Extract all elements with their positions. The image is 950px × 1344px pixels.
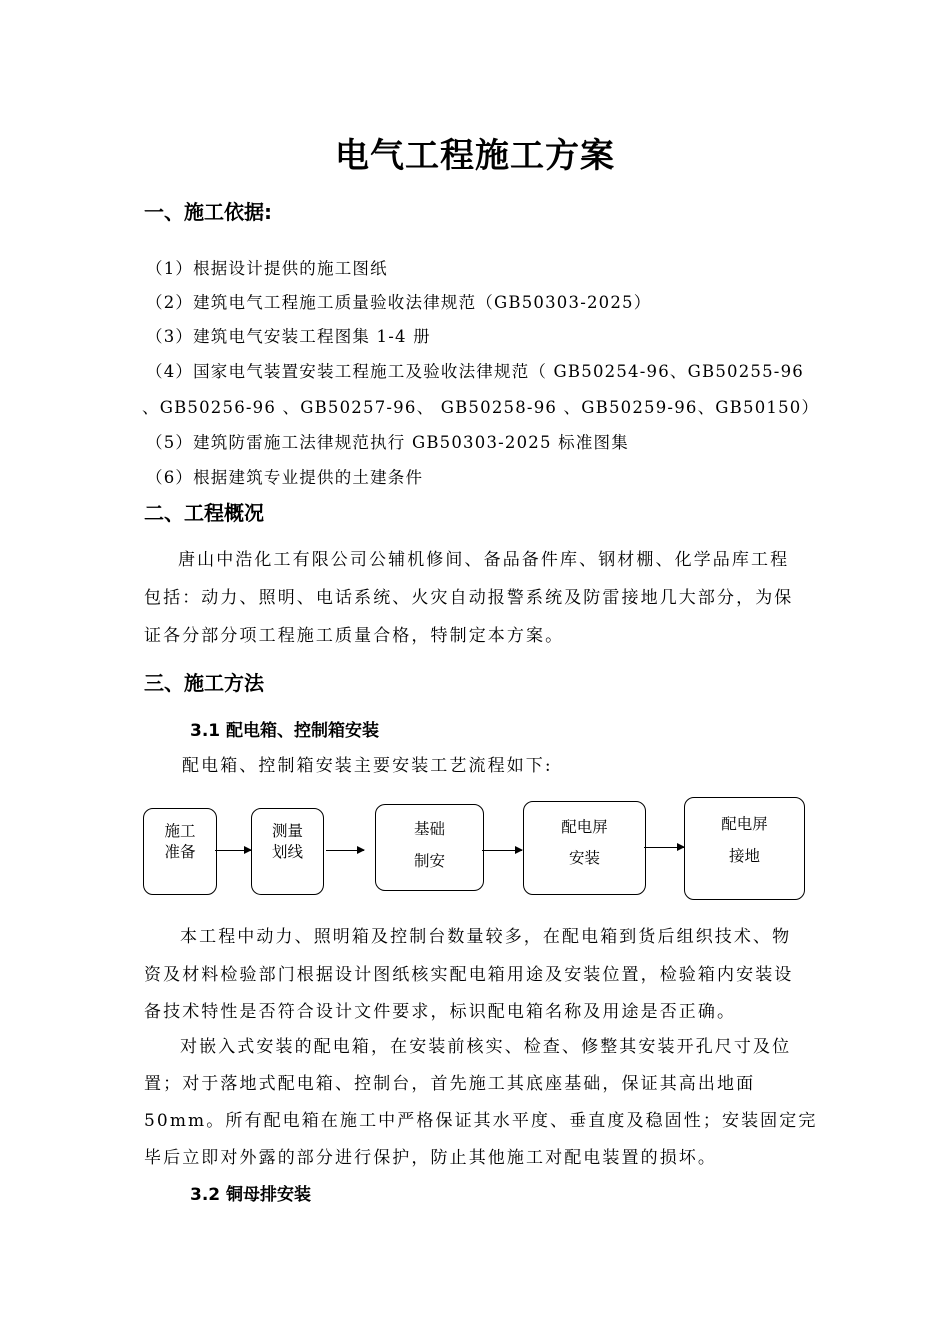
basis-item: （2）建筑电气工程施工质量验收法律规范（GB50303-2025） [146,293,652,312]
flow-step-label: 准备 [164,843,196,861]
section-heading-basis: 一、施工依据: [144,200,272,224]
flow-step-panel-grounding [684,797,805,900]
flow-step-label: 配电屏 [721,815,768,833]
page-title: 电气工程施工方案 [335,136,615,176]
body-paragraph-line: 50mm。所有配电箱在施工中严格保证其水平度、垂直度及稳固性；安装固定完 [144,1111,818,1131]
flow-step-panel-install [523,801,646,895]
flow-step-label: 配电屏 [561,818,608,836]
body-paragraph-line: 置；对于落地式配电箱、控制台，首先施工其底座基础，保证其高出地面 [144,1074,756,1094]
flow-step-label: 制安 [413,852,445,870]
basis-item: （4）国家电气装置安装工程施工及验收法律规范（ GB50254-96、GB50255-96 [146,362,804,381]
overview-paragraph-line: 证各分部分项工程施工质量合格，特制定本方案。 [144,626,565,646]
flow-arrow [482,850,522,851]
flow-step-label: 测量 [271,822,303,840]
basis-item: （5）建筑防雷施工法律规范执行 GB50303-2025 标准图集 [146,433,629,452]
flow-step-foundation [375,804,484,891]
flow-arrow [215,850,251,851]
flow-step-preparation [143,808,217,895]
section-heading-method: 三、施工方法 [144,671,264,695]
overview-paragraph-line: 唐山中浩化工有限公司公辅机修间、备品备件库、钢材棚、化学品库工程 [178,550,790,570]
flow-step-label: 划线 [271,843,303,861]
basis-item-continued: 、GB50256-96 、GB50257-96、 GB50258-96 、GB50259-96、GB50150） [142,398,820,417]
basis-item: （6）根据建筑专业提供的土建条件 [146,468,424,487]
flow-step-survey [251,808,324,895]
body-paragraph-line: 毕后立即对外露的部分进行保护，防止其他施工对配电装置的损坏。 [144,1148,717,1168]
basis-item: （3）建筑电气安装工程图集 1-4 册 [146,327,431,346]
flow-arrow [644,847,684,848]
flow-intro: 配电箱、控制箱安装主要安装工艺流程如下: [182,756,553,776]
section-heading-overview: 二、工程概况 [144,501,264,525]
flow-step-label: 安装 [568,849,600,867]
body-paragraph-line: 本工程中动力、照明箱及控制台数量较多，在配电箱到货后组织技术、物 [180,927,792,947]
body-paragraph-line: 备技术特性是否符合设计文件要求，标识配电箱名称及用途是否正确。 [144,1002,737,1022]
flow-arrow [326,850,364,851]
subsection-heading-copper-busbar: 3.2 铜母排安装 [190,1185,312,1205]
subsection-heading-distribution-box: 3.1 配电箱、控制箱安装 [190,721,380,741]
body-paragraph-line: 对嵌入式安装的配电箱，在安装前核实、检查、修整其安装开孔尺寸及位 [180,1037,792,1057]
flow-step-label: 施工 [164,822,196,840]
flow-step-label: 接地 [728,847,760,865]
basis-item: （1）根据设计提供的施工图纸 [146,259,388,278]
overview-paragraph-line: 包括：动力、照明、电话系统、火灾自动报警系统及防雷接地几大部分，为保 [144,588,794,608]
body-paragraph-line: 资及材料检验部门根据设计图纸核实配电箱用途及安装位置，检验箱内安装设 [144,965,794,985]
flow-step-label: 基础 [413,820,445,838]
